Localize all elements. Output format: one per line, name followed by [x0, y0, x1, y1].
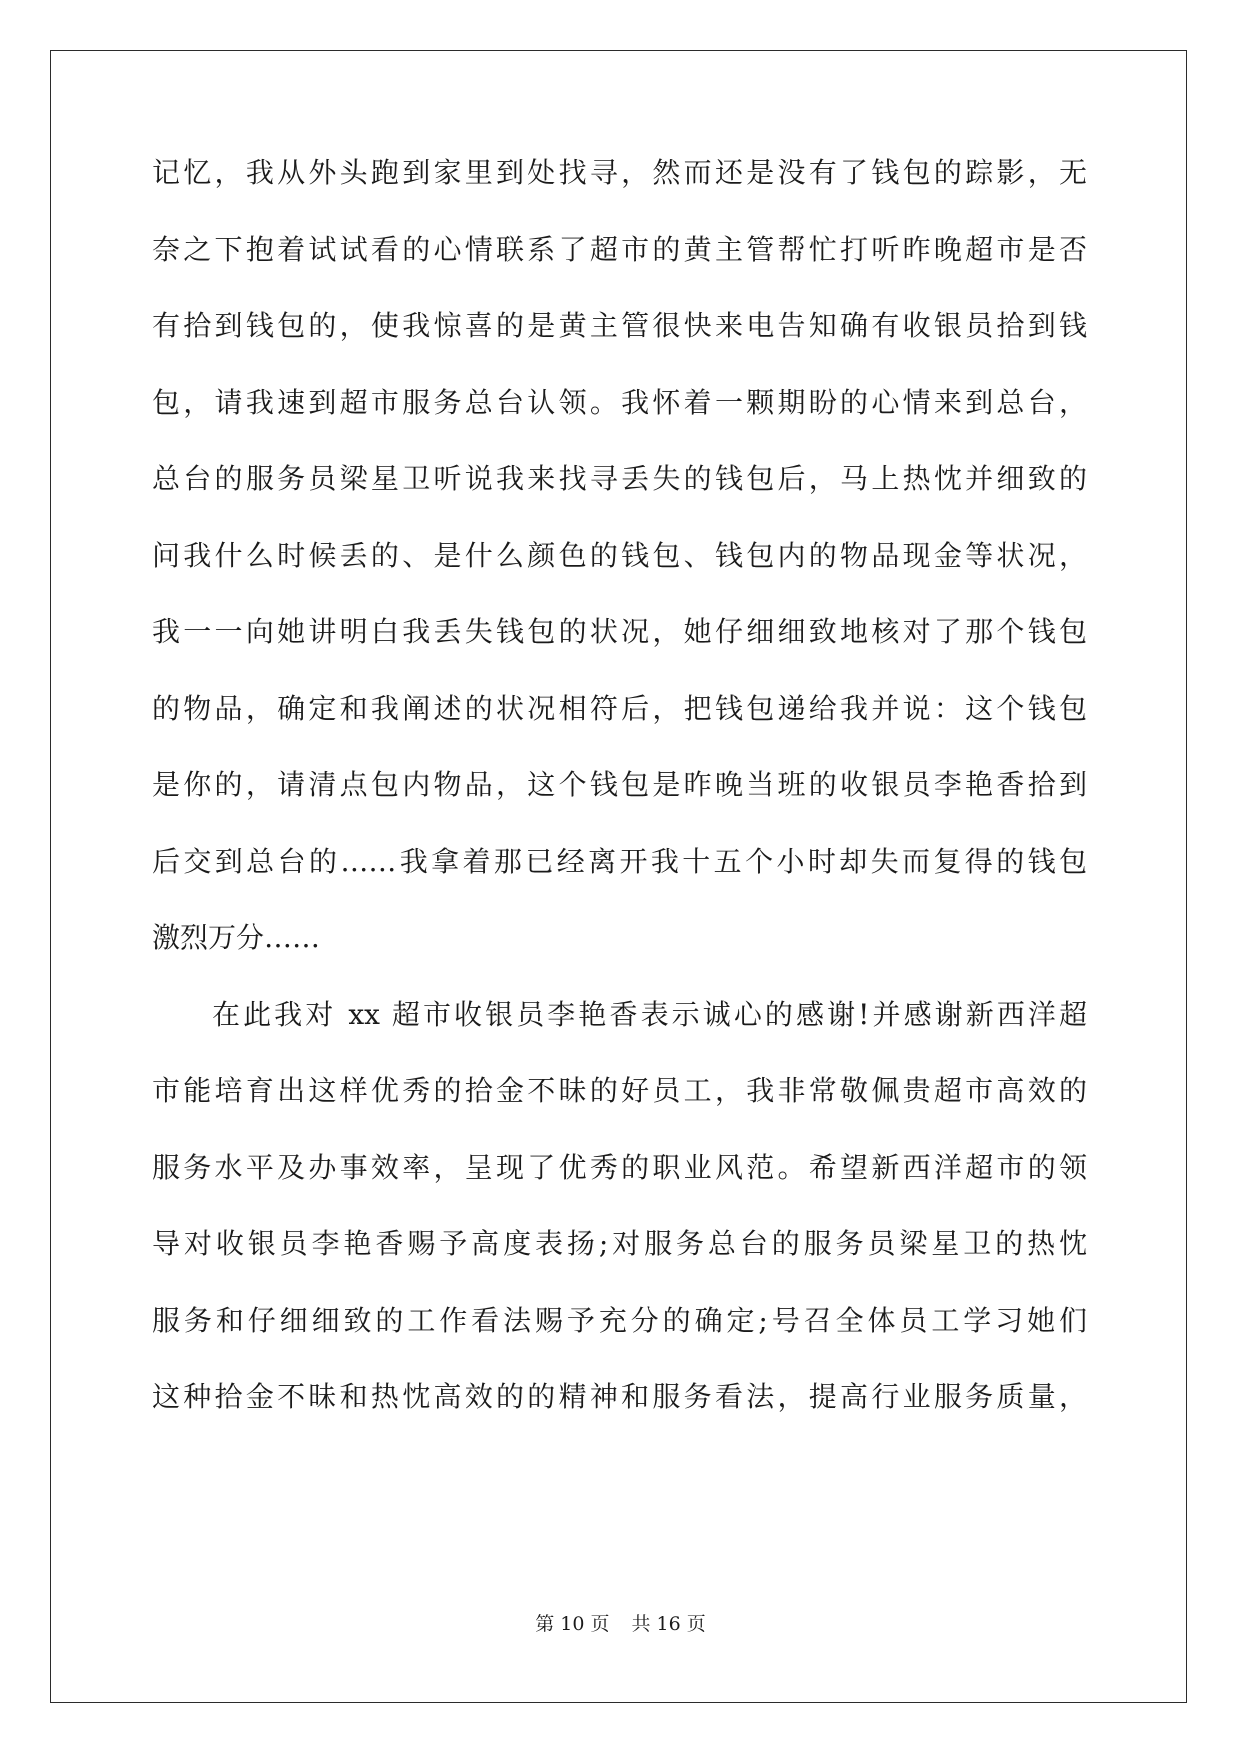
text-line: 奈之下抱着试试看的心情联系了超市的黄主管帮忙打听昨晚超市是否: [152, 232, 1087, 266]
text-line: 这种拾金不昧和热忱高效的的精神和服务看法，提高行业服务质量，: [152, 1380, 1087, 1413]
paragraph-2: [152, 999, 1087, 1414]
page-number: 第 10 页: [535, 1613, 610, 1635]
text-line: 包，请我速到超市服务总台认领。我怀着一颗期盼的心情来到总台，: [152, 385, 1087, 419]
text-line: 有拾到钱包的，使我惊喜的是黄主管很快来电告知确有收银员拾到钱: [152, 309, 1087, 342]
text-line: 服务水平及办事效率，呈现了优秀的职业风范。希望新西洋超市的领: [152, 1150, 1087, 1184]
paragraph-1: [152, 157, 1087, 954]
text-line: 激烈万分……: [152, 921, 321, 954]
text-line: 总台的服务员梁星卫听说我来找寻丢失的钱包后，马上热忱并细致的: [152, 462, 1087, 495]
text-line: 问我什么时候丢的、是什么颜色的钱包、钱包内的物品现金等状况，: [152, 538, 1087, 572]
text-line: 服务和仔细细致的工作看法赐予充分的确定;号召全体员工学习她们: [152, 1303, 1087, 1337]
text-line: 市能培育出这样优秀的拾金不昧的好员工，我非常敬佩贵超市高效的: [152, 1074, 1087, 1107]
document-body: [152, 157, 1087, 1458]
text-line: 是你的，请清点包内物品，这个钱包是昨晚当班的收银员李艳香拾到: [152, 768, 1087, 801]
text-line: 我一一向她讲明白我丢失钱包的状况，她仔细细致地核对了那个钱包: [152, 615, 1087, 648]
page-footer: [0, 1609, 1241, 1636]
text-line: 导对收银员李艳香赐予高度表扬;对服务总台的服务员梁星卫的热忱: [152, 1227, 1087, 1260]
text-line: 的物品，确定和我阐述的状况相符后，把钱包递给我并说：这个钱包: [152, 691, 1087, 725]
text-line: 后交到总台的……我拿着那已经离开我十五个小时却失而复得的钱包: [152, 844, 1087, 878]
page-total: 共 16 页: [631, 1613, 706, 1635]
text-line: 在此我对 xx 超市收银员李艳香表示诚心的感谢!并感谢新西洋超: [212, 997, 1087, 1031]
text-line: 记忆，我从外头跑到家里到处找寻，然而还是没有了钱包的踪影，无: [152, 156, 1087, 189]
